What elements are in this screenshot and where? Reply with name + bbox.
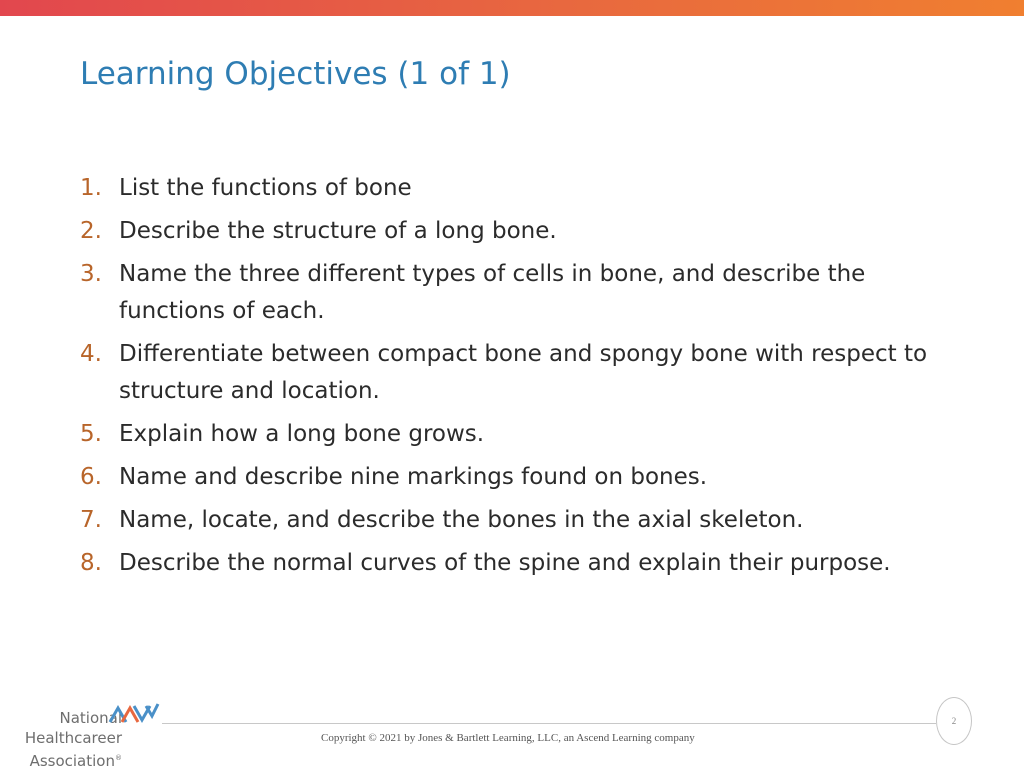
- copyright-text: Copyright © 2021 by Jones & Bartlett Learning, LLC, an Ascend Learning company: [321, 732, 695, 744]
- slide-title: Learning Objectives (1 of 1): [80, 56, 511, 92]
- objective-item: [80, 170, 950, 207]
- page-number: 2: [951, 716, 957, 726]
- page-number-badge: [936, 697, 972, 745]
- objective-text: Name and describe nine markings found on bones.: [119, 464, 708, 490]
- objective-text: Name, locate, and describe the bones in the axial skeleton.: [119, 507, 804, 533]
- top-accent-bar: [0, 0, 1024, 16]
- objective-item: [80, 459, 950, 496]
- objective-number: 5.: [80, 421, 102, 447]
- objective-text: List the functions of bone: [119, 175, 412, 201]
- objective-text: Name the three different types of cells in bone, and describe the functions of each.: [119, 261, 866, 324]
- objective-item: [80, 336, 950, 410]
- objective-text: Explain how a long bone grows.: [119, 421, 485, 447]
- logo-line-association: Association®: [29, 752, 122, 770]
- objective-item: [80, 256, 950, 330]
- objective-number: 6.: [80, 464, 102, 490]
- objective-number: 2.: [80, 218, 102, 244]
- logo-line-healthcareer: Healthcareer: [24, 729, 122, 747]
- objective-number: 4.: [80, 341, 102, 367]
- objective-item: [80, 213, 950, 250]
- objective-text: Describe the normal curves of the spine and explain their purpose.: [119, 550, 891, 576]
- objective-number: 8.: [80, 550, 102, 576]
- footer-divider: [162, 723, 936, 724]
- objectives-list: [80, 170, 950, 588]
- objective-number: 3.: [80, 261, 102, 287]
- objective-item: [80, 416, 950, 453]
- objective-number: 1.: [80, 175, 102, 201]
- nha-logo-text: [2, 708, 122, 771]
- objective-number: 7.: [80, 507, 102, 533]
- objective-text: Differentiate between compact bone and spongy bone with respect to structure and location.: [119, 341, 928, 404]
- logo-line-national: National: [59, 709, 122, 727]
- objective-item: [80, 502, 950, 539]
- objective-text: Describe the structure of a long bone.: [119, 218, 557, 244]
- objective-item: [80, 545, 950, 582]
- nha-logo-icon: [108, 700, 160, 726]
